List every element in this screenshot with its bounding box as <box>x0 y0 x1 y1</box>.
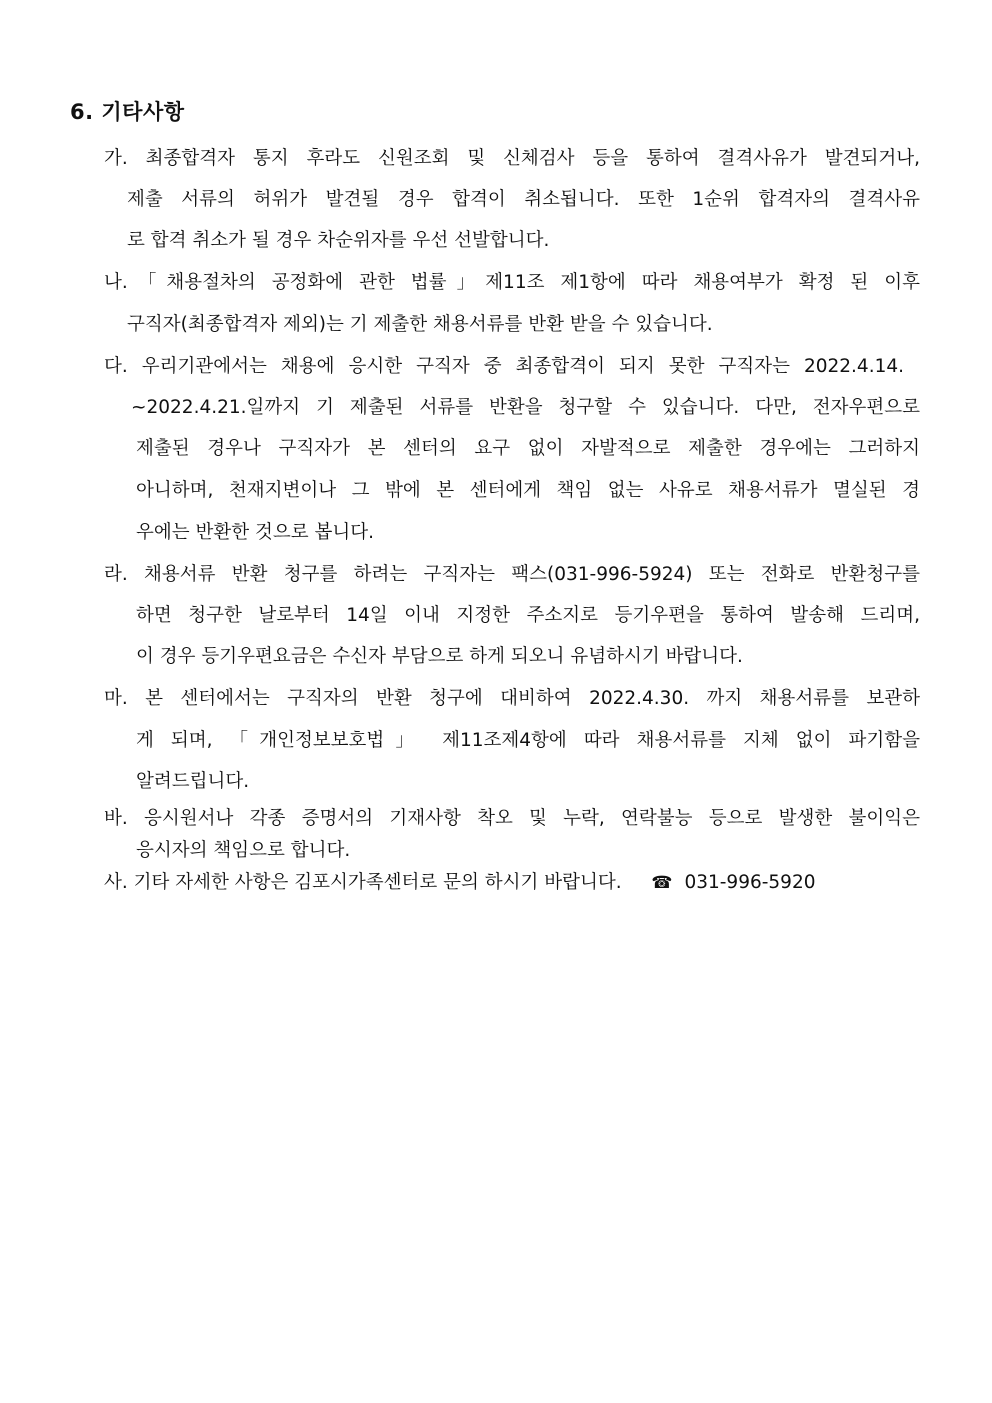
item-da-line-4: 아니하며, 천재지변이나 그 밖에 본 센터에게 책임 없는 사유로 채용서류가 멸실된 경 <box>136 480 920 501</box>
item-ba-line-1: 바. 응시원서나 각종 증명서의 기재사항 착오 및 누락, 연락불능 등으로 발생한 불이익은 <box>104 808 920 829</box>
item-da-line-5: 우에는 반환한 것으로 봅니다. <box>136 522 374 543</box>
item-ra-line-2: 하면 청구한 날로부터 14일 이내 지정한 주소지로 등기우편을 통하여 발송해 드리며, <box>136 605 920 626</box>
item-da-line-2: ~2022.4.21.일까지 기 제출된 서류를 반환을 청구할 수 있습니다. 다만, 전자우편으로 <box>131 397 920 418</box>
telephone-icon: ☎ <box>651 873 673 893</box>
contact-phone-number: 031-996-5920 <box>684 872 816 893</box>
item-ba-line-2: 응시자의 책임으로 합니다. <box>136 840 351 861</box>
item-ra-line-3: 이 경우 등기우편요금은 수신자 부담으로 하게 되오니 유념하시기 바랍니다. <box>136 646 743 667</box>
item-ma-line-1: 마. 본 센터에서는 구직자의 반환 청구에 대비하여 2022.4.30. 까지 채용서류를 보관하 <box>104 688 920 709</box>
item-ga-line-1: 가. 최종합격자 통지 후라도 신원조회 및 신체검사 등을 통하여 결격사유가 발견되거나, <box>104 148 920 169</box>
item-na-line-2: 구직자(최종합격자 제외)는 기 제출한 채용서류를 반환 받을 수 있습니다. <box>127 314 713 335</box>
item-da-line-1: 다. 우리기관에서는 채용에 응시한 구직자 중 최종합격이 되지 못한 구직자는 2022.4.14. <box>104 356 904 377</box>
item-sa-line <box>104 871 816 895</box>
item-da-line-3: 제출된 경우나 구직자가 본 센터의 요구 없이 자발적으로 제출한 경우에는 그러하지 <box>136 438 920 459</box>
section-title: 6. 기타사항 <box>70 100 185 124</box>
item-ga-line-3: 로 합격 취소가 될 경우 차순위자를 우선 선발합니다. <box>127 230 550 251</box>
item-ma-line-3: 알려드립니다. <box>136 771 250 792</box>
item-ma-line-2: 게 되며, 「개인정보보호법」 제11조제4항에 따라 채용서류를 지체 없이 파기함을 <box>136 730 920 751</box>
item-ra-line-1: 라. 채용서류 반환 청구를 하려는 구직자는 팩스(031-996-5924) 또는 전화로 반환청구를 <box>104 564 920 585</box>
item-na-line-1: 나.「채용절차의 공정화에 관한 법률」제11조 제1항에 따라 채용여부가 확정 된 이후 <box>104 272 920 293</box>
item-sa-text: 사. 기타 자세한 사항은 김포시가족센터로 문의 하시기 바랍니다. <box>104 872 622 893</box>
item-ga-line-2: 제출 서류의 허위가 발견될 경우 합격이 취소됩니다. 또한 1순위 합격자의 결격사유 <box>127 189 920 210</box>
